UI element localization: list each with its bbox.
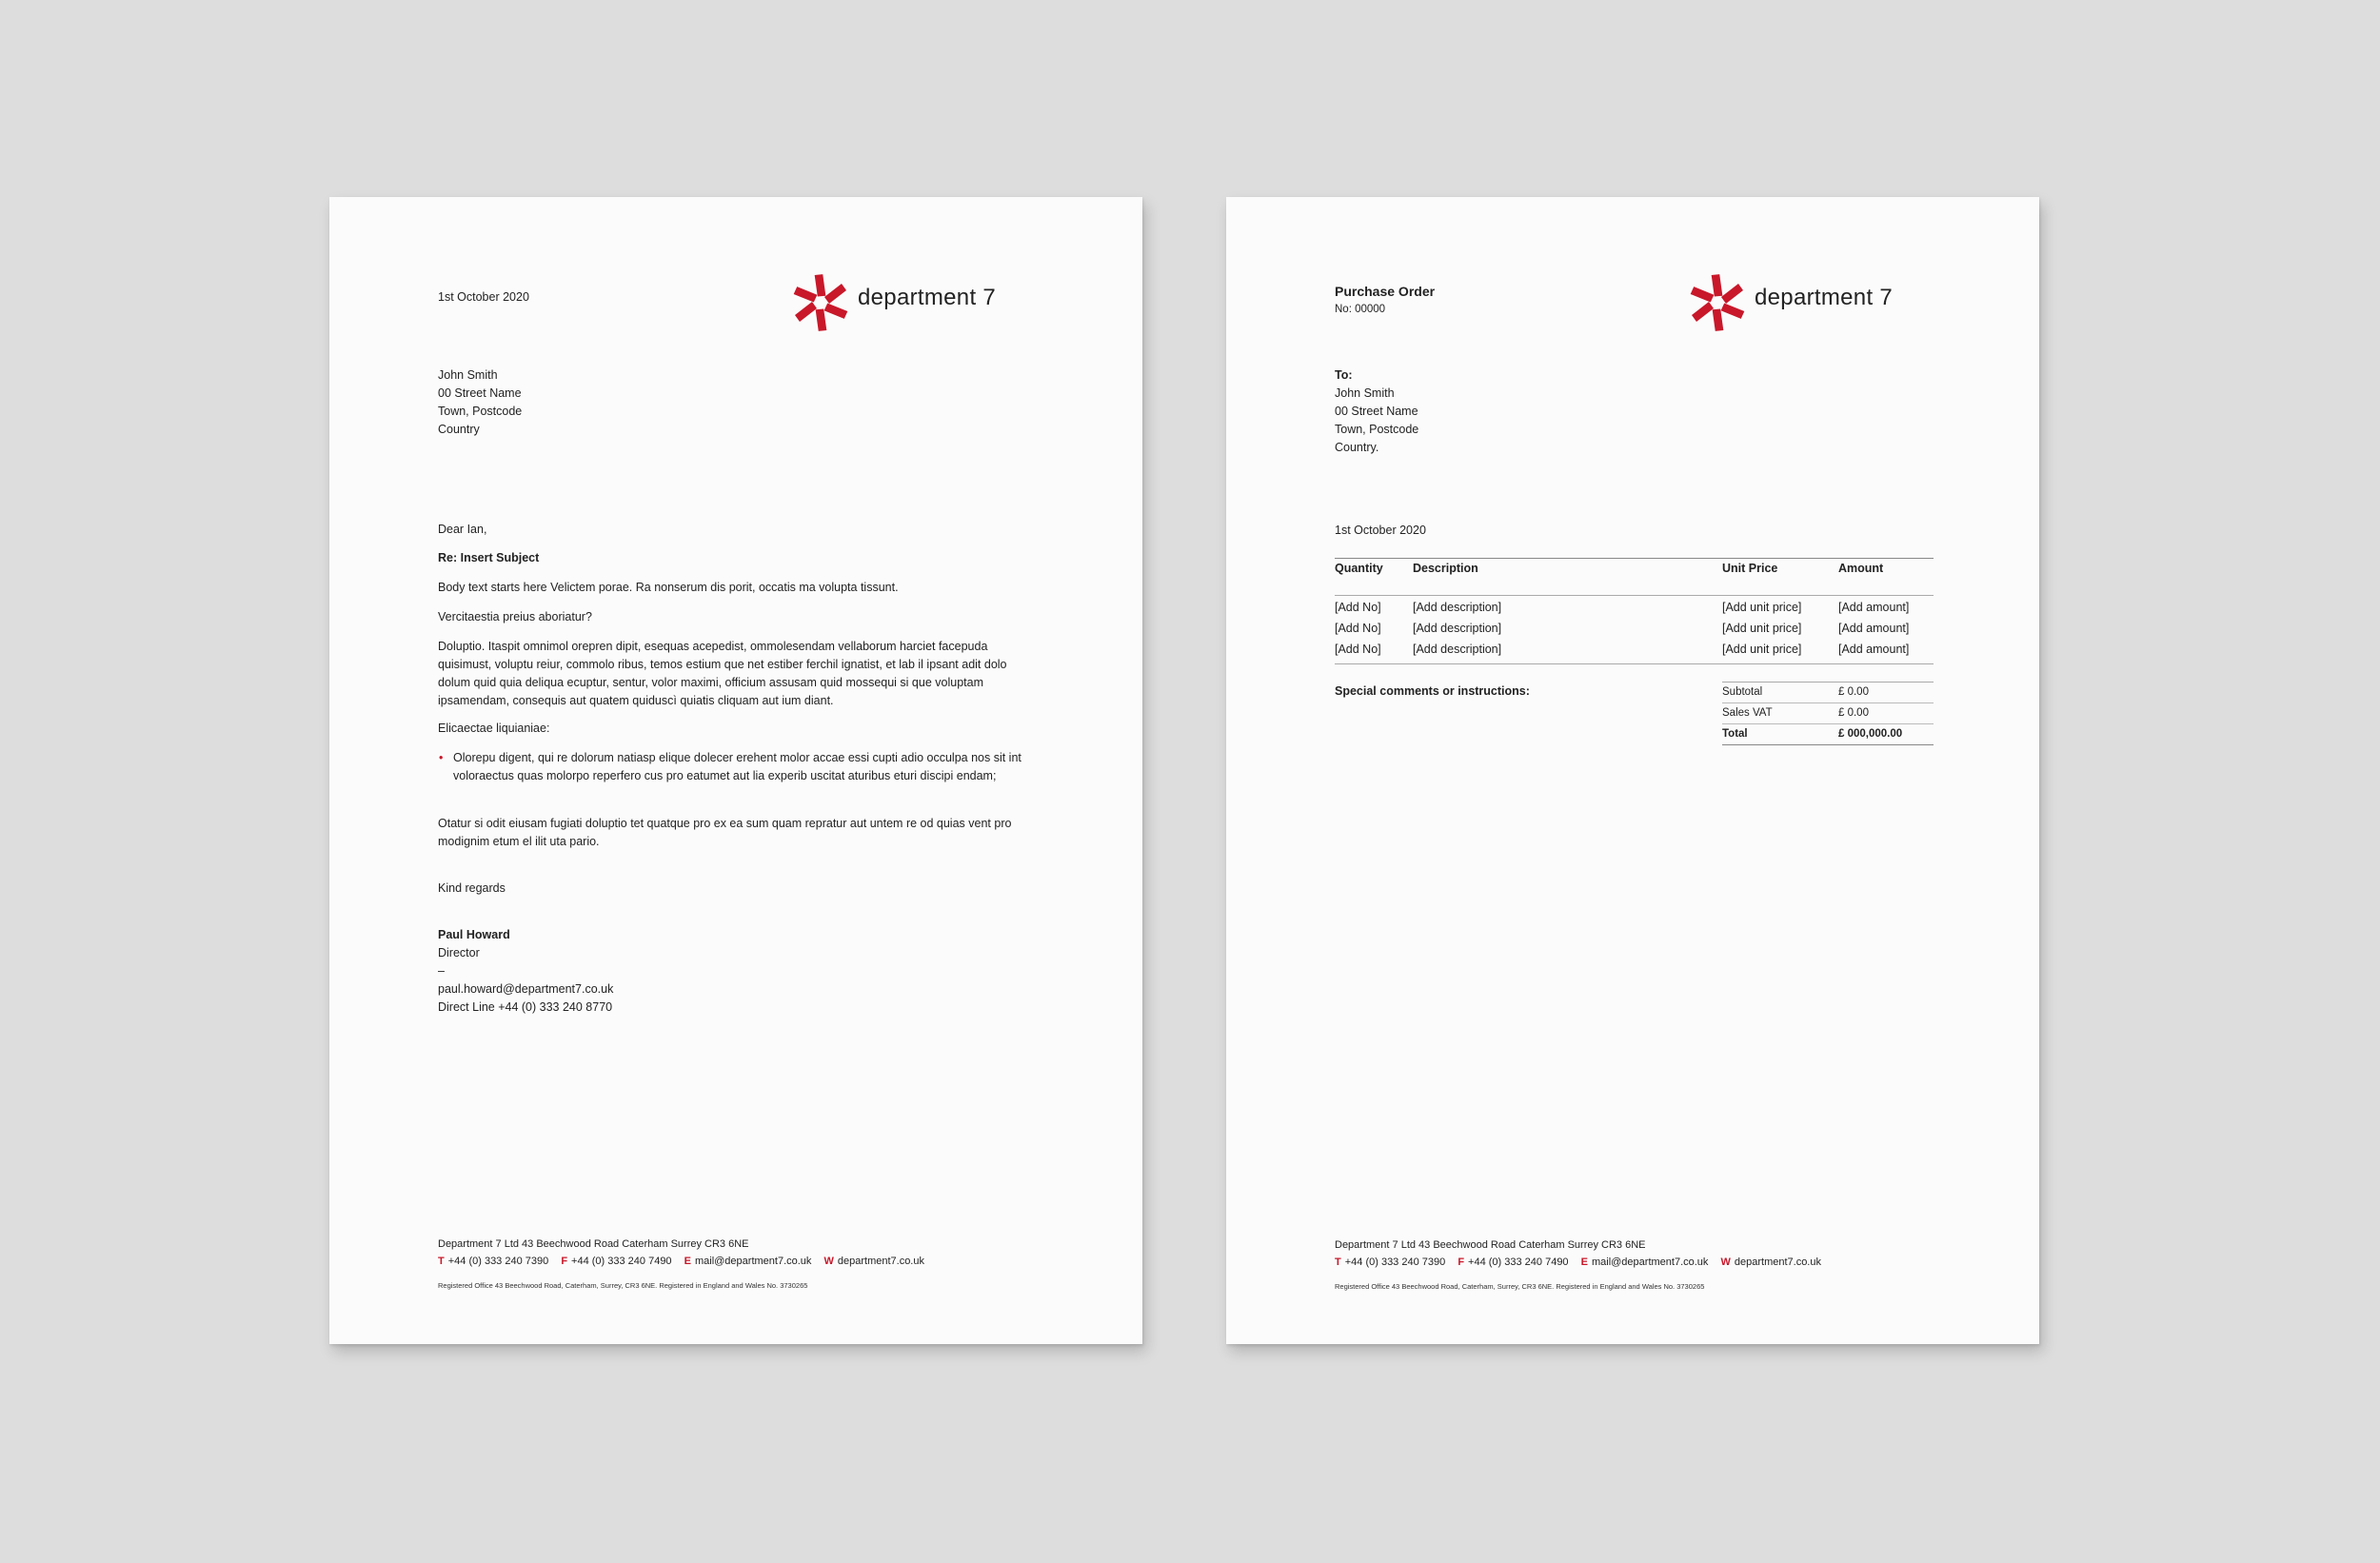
po-recipient-line-1: John Smith [1335, 386, 1395, 400]
footer-registered-office: Registered Office 43 Beechwood Road, Caterham, Surrey, CR3 6NE. Registered in England and Wales No. 3730265 [1335, 1282, 1705, 1291]
po-title: Purchase Order [1335, 284, 1436, 299]
recipient-line-4: Country [438, 423, 480, 436]
bullet-item: • Olorepu digent, qui re dolorum natiasp elique dolecer erehent molor accae essi cupti adio occulpa nos sit int voloraectus quas molorpo reperfero cus pro eatumet aut lia experib uscitat aturibus eturi discipi endam; [438, 749, 1028, 785]
closing: Kind regards [438, 881, 506, 895]
fax-key: F [561, 1256, 568, 1267]
phone-number: +44 (0) 333 240 7390 [1344, 1256, 1446, 1268]
header-amount: Amount [1838, 562, 1884, 575]
signatory-dash: – [438, 964, 445, 978]
footer-email: mail@department7.co.uk [1591, 1256, 1709, 1268]
fax-number: +44 (0) 333 240 7490 [1468, 1256, 1569, 1268]
body-paragraph-1: Body text starts here Velictem porae. Ra nonserum dis porit, occatis ma volupta tissunt. [438, 581, 899, 594]
pinwheel-logo-icon [1688, 273, 1747, 332]
vat-top-rule [1722, 702, 1934, 703]
signatory-name: Paul Howard [438, 928, 510, 941]
body-paragraph-2: Vercitaestia preius aboriatur? [438, 610, 592, 623]
brand-logo [1688, 273, 1935, 332]
footer-website: department7.co.uk [837, 1256, 924, 1267]
body-paragraph-3: Doluptio. Itaspit omnimol orepren dipit, esequas acepedist, ommolesendam vellaborum harciet facepuda quisimust, voluptu reiur, commolo ribus, temos estium que net estiber ferchil ignatist, et lab il ipsant adit dolo dolum quid quia deliqua ecuptur, sentur, volor maximi, officium assusam quid mossequi si que voluptam ipsamendam, consequis aut quatem quiduscì quiatis cliquam aut ium diant. [438, 640, 1007, 707]
total-label: Total [1722, 728, 1748, 740]
recipient-line-1: John Smith [438, 368, 498, 382]
signatory-email: paul.howard@department7.co.uk [438, 982, 614, 996]
row-quantity: [Add No] [1335, 601, 1381, 614]
purchase-order-sheet [1226, 197, 2039, 1344]
row-quantity: [Add No] [1335, 622, 1381, 635]
web-key: W [1720, 1256, 1731, 1268]
letterhead-sheet [329, 197, 1142, 1344]
phone-number: +44 (0) 333 240 7390 [447, 1256, 549, 1267]
footer-contact-line [438, 1253, 924, 1270]
bullet-list [438, 749, 1028, 785]
total-value: £ 000,000.00 [1838, 728, 1903, 740]
vat-value: £ 0.00 [1838, 707, 1869, 719]
header-description: Description [1413, 562, 1478, 575]
row-quantity: [Add No] [1335, 643, 1381, 656]
subject-line: Re: Insert Subject [438, 551, 540, 564]
header-bottom-rule [1335, 595, 1934, 596]
salutation: Dear Ian, [438, 523, 487, 536]
subtotal-top-rule [1722, 682, 1934, 683]
footer-contact-line [1335, 1254, 1821, 1271]
row-unit-price: [Add unit price] [1722, 643, 1802, 656]
header-quantity: Quantity [1335, 562, 1383, 575]
row-amount: [Add amount] [1838, 643, 1910, 656]
phone-key: T [1335, 1256, 1341, 1268]
subtotal-label: Subtotal [1722, 686, 1763, 698]
po-recipient-line-4: Country. [1335, 441, 1379, 454]
table-top-rule [1335, 558, 1934, 559]
vat-label: Sales VAT [1722, 707, 1773, 719]
pinwheel-logo-icon [791, 273, 850, 332]
row-unit-price: [Add unit price] [1722, 601, 1802, 614]
fax-key: F [1458, 1256, 1465, 1268]
footer-email: mail@department7.co.uk [694, 1256, 812, 1267]
table-bottom-rule [1335, 663, 1934, 664]
po-date: 1st October 2020 [1335, 524, 1426, 537]
body-paragraph-5: Otatur si odit eiusam fugiati doluptio tet quatque pro ex ea sum quam repratur aut untem re od quias vent pro modignim etum el ilit uta pario. [438, 817, 1012, 848]
fax-number: +44 (0) 333 240 7490 [571, 1256, 672, 1267]
email-key: E [684, 1256, 691, 1267]
brand-logo [791, 273, 1039, 332]
recipient-line-2: 00 Street Name [438, 386, 522, 400]
total-top-rule [1722, 723, 1934, 724]
special-comments-label: Special comments or instructions: [1335, 684, 1530, 698]
row-unit-price: [Add unit price] [1722, 622, 1802, 635]
total-bottom-rule [1722, 744, 1934, 745]
footer-registered-office: Registered Office 43 Beechwood Road, Caterham, Surrey, CR3 6NE. Registered in England and Wales No. 3730265 [438, 1281, 808, 1290]
footer-website: department7.co.uk [1734, 1256, 1821, 1268]
signatory-role: Director [438, 946, 480, 960]
footer-company-line: Department 7 Ltd 43 Beechwood Road Caterham Surrey CR3 6NE [438, 1238, 749, 1250]
web-key: W [823, 1256, 834, 1267]
row-description: [Add description] [1413, 643, 1502, 656]
po-recipient-line-3: Town, Postcode [1335, 423, 1419, 436]
signatory-direct-line: Direct Line +44 (0) 333 240 8770 [438, 1000, 613, 1014]
subtotal-value: £ 0.00 [1838, 686, 1869, 698]
phone-key: T [438, 1256, 445, 1267]
po-recipient-line-2: 00 Street Name [1335, 405, 1418, 418]
letter-date: 1st October 2020 [438, 290, 529, 304]
row-description: [Add description] [1413, 601, 1502, 614]
email-key: E [1580, 1256, 1588, 1268]
brand-wordmark: department 7 [858, 285, 997, 310]
header-unit-price: Unit Price [1722, 562, 1778, 575]
row-description: [Add description] [1413, 622, 1502, 635]
footer-company-line: Department 7 Ltd 43 Beechwood Road Caterham Surrey CR3 6NE [1335, 1239, 1646, 1251]
row-amount: [Add amount] [1838, 601, 1910, 614]
body-paragraph-4: Elicaectae liquianiae: [438, 722, 550, 735]
brand-wordmark: department 7 [1755, 285, 1894, 310]
po-number: No: 00000 [1335, 304, 1386, 315]
row-amount: [Add amount] [1838, 622, 1910, 635]
po-to-label: To: [1335, 368, 1353, 382]
recipient-line-3: Town, Postcode [438, 405, 523, 418]
